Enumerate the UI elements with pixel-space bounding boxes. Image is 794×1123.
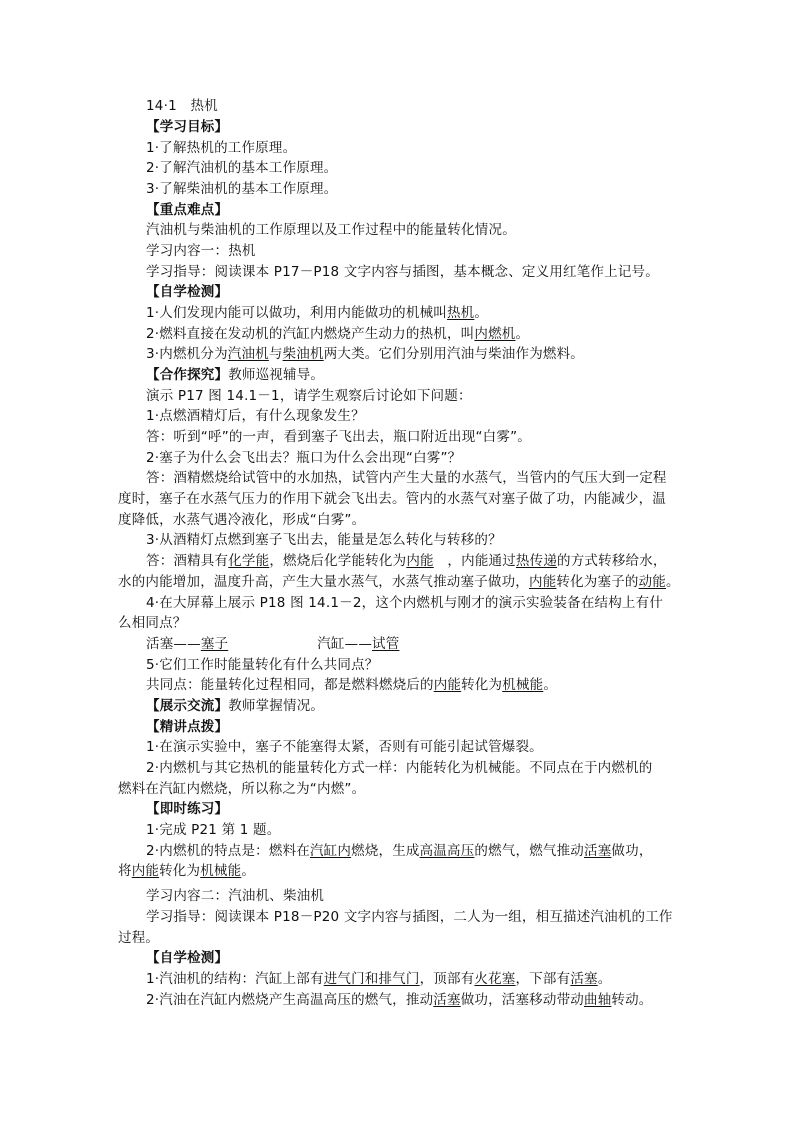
practice-1: 1·完成 P21 第 1 题。 (146, 822, 281, 838)
answer-blank: 曲轴 (584, 992, 612, 1008)
section-title: 14·1 热机 (146, 98, 218, 114)
answer-blank: 柴油机 (282, 346, 324, 362)
answer-blank: 试管 (372, 636, 400, 652)
answer-blank: 活塞 (433, 992, 461, 1008)
question-3: 3·从酒精灯点燃到塞子飞出去，能量是怎么转化与转移的？ (146, 532, 502, 548)
study-guide-2-line-1: 学习指导：阅读课本 P18－P20 文字内容与插图，二人为一组，相互描述汽油机的工作 (146, 909, 673, 925)
answer-blank: 化学能 (228, 553, 270, 569)
heading-self-check-2: 【自学检测】 (146, 950, 229, 966)
lecture-point-2-line-2: 燃料在汽缸内燃烧，所以称之为“内燃”。 (118, 781, 366, 797)
heading-self-check: 【自学检测】 (146, 284, 229, 300)
answer-blank: 进气门和排气门 (323, 971, 420, 987)
study-guide-2-line-2: 过程。 (118, 930, 160, 946)
key-points-text: 汽油机与柴油机的工作原理以及工作过程中的能量转化情况。 (146, 222, 516, 238)
self-check-item-3: 3·内燃机分为汽油机与柴油机两大类。它们分别用汽油与柴油作为燃料。 (146, 346, 585, 362)
question-5: 5·它们工作时能量转化有什么共同点？ (146, 657, 379, 673)
heading-show-exchange: 【展示交流】 (146, 698, 229, 714)
self-check-item-1: 1·人们发现内能可以做功，利用内能做功的机械叫热机。 (146, 305, 489, 321)
practice-2-line-2: 将内能转化为机械能。 (118, 863, 256, 879)
answer-blank: 内能 (433, 677, 462, 693)
answer-blank: 内能 (529, 574, 557, 590)
answer-blank: 火花塞 (474, 971, 516, 987)
answer-blank: 汽缸内 (309, 843, 352, 859)
answer-blank: 活塞 (584, 843, 612, 859)
answer-blank: 内能 (131, 863, 160, 879)
engine-check-2: 2·汽油在汽缸内燃烧产生高温高压的燃气，推动活塞做功，活塞移动带动曲轴转动。 (146, 992, 653, 1008)
answer-blank: 汽油机 (227, 346, 269, 362)
show-line: 【展示交流】教师掌握情况。 (146, 698, 325, 714)
lecture-point-2-line-1: 2·内燃机与其它热机的能量转化方式一样：内能转化为机械能。不同点在于内燃机的 (146, 760, 653, 776)
answer-2-line-2: 度时，塞子在水蒸气压力的作用下就会飞出去。管内的水蒸气对塞子做了功，内能减少，温 (118, 491, 666, 507)
answer-blank: 热机 (446, 305, 475, 321)
question-4-line-2: 么相同点？ (118, 615, 187, 631)
engine-check-1: 1·汽油机的结构：汽缸上部有进气门和排气门，顶部有火花塞，下部有活塞。 (146, 971, 612, 987)
answer-blank: 内能 (406, 553, 434, 569)
answer-blank: 机械能 (502, 677, 544, 693)
demo-intro: 演示 P17 图 14.1－1，请学生观察后讨论如下问题： (146, 388, 472, 404)
answer-3-line-2: 水的内能增加，温度升高，产生大量水蒸气，水蒸气推动塞子做功，内能转化为塞子的动能。 (118, 574, 680, 590)
answer-5: 共同点：能量转化过程相同，都是燃料燃烧后的内能转化为机械能。 (146, 677, 558, 693)
answer-2-line-3: 度降低，水蒸气遇冷液化，形成“白雾”。 (118, 512, 366, 528)
question-1: 1·点燃酒精灯后，有什么现象发生？ (146, 408, 365, 424)
answer-blank: 高温高压 (419, 843, 475, 859)
answer-blank: 机械能 (200, 863, 242, 879)
answer-3-line-1: 答：酒精具有化学能，燃烧后化学能转化为内能 ，内能通过热传递的方式转移给水， (146, 553, 667, 569)
content-heading-2: 学习内容二：汽油机、柴油机 (146, 888, 325, 904)
answer-blank: 动能 (638, 574, 667, 590)
answer-blank: 内燃机 (474, 326, 516, 342)
comparison-pairs: 活塞——塞子 汽缸——试管 (146, 636, 400, 652)
answer-1: 答：听到“呼”的一声，看到塞子飞出去，瓶口附近出现“白雾”。 (146, 429, 531, 445)
study-guide-1: 学习指导：阅读课本 P17－P18 文字内容与插图，基本概念、定义用红笔作上记号。 (146, 264, 659, 280)
answer-blank: 热传递 (515, 553, 558, 569)
answer-blank: 活塞 (570, 971, 598, 987)
heading-lecture: 【精讲点拨】 (146, 719, 229, 735)
answer-blank: 塞子 (200, 636, 229, 652)
answer-2-line-1: 答：酒精燃烧给试管中的水加热，试管内产生大量的水蒸气，当管内的气压大到一定程 (146, 470, 667, 486)
goal-item: 1·了解热机的工作原理。 (146, 140, 297, 156)
self-check-item-2: 2·燃料直接在发动机的汽缸内燃烧产生动力的热机，叫内燃机。 (146, 326, 530, 342)
heading-key-points: 【重点难点】 (146, 202, 229, 218)
question-4-line-1: 4·在大屏幕上展示 P18 图 14.1－2，这个内燃机与刚才的演示实验装备在结构上有什 (146, 595, 664, 611)
practice-2-line-1: 2·内燃机的特点是：燃料在汽缸内燃烧，生成高温高压的燃气，燃气推动活塞做功， (146, 843, 653, 859)
lecture-point-1: 1·在演示实验中，塞子不能塞得太紧，否则有可能引起试管爆裂。 (146, 739, 543, 755)
goal-item: 2·了解汽油机的基本工作原理。 (146, 160, 338, 176)
question-2: 2·塞子为什么会飞出去？瓶口为什么会出现“白雾”？ (146, 450, 462, 466)
coop-line: 【合作探究】教师巡视辅导。 (146, 367, 325, 383)
heading-cooperation: 【合作探究】 (146, 367, 229, 383)
heading-learning-goals: 【学习目标】 (146, 119, 229, 135)
content-heading-1: 学习内容一：热机 (146, 243, 256, 259)
heading-practice: 【即时练习】 (146, 801, 229, 817)
goal-item: 3·了解柴油机的基本工作原理。 (146, 181, 338, 197)
